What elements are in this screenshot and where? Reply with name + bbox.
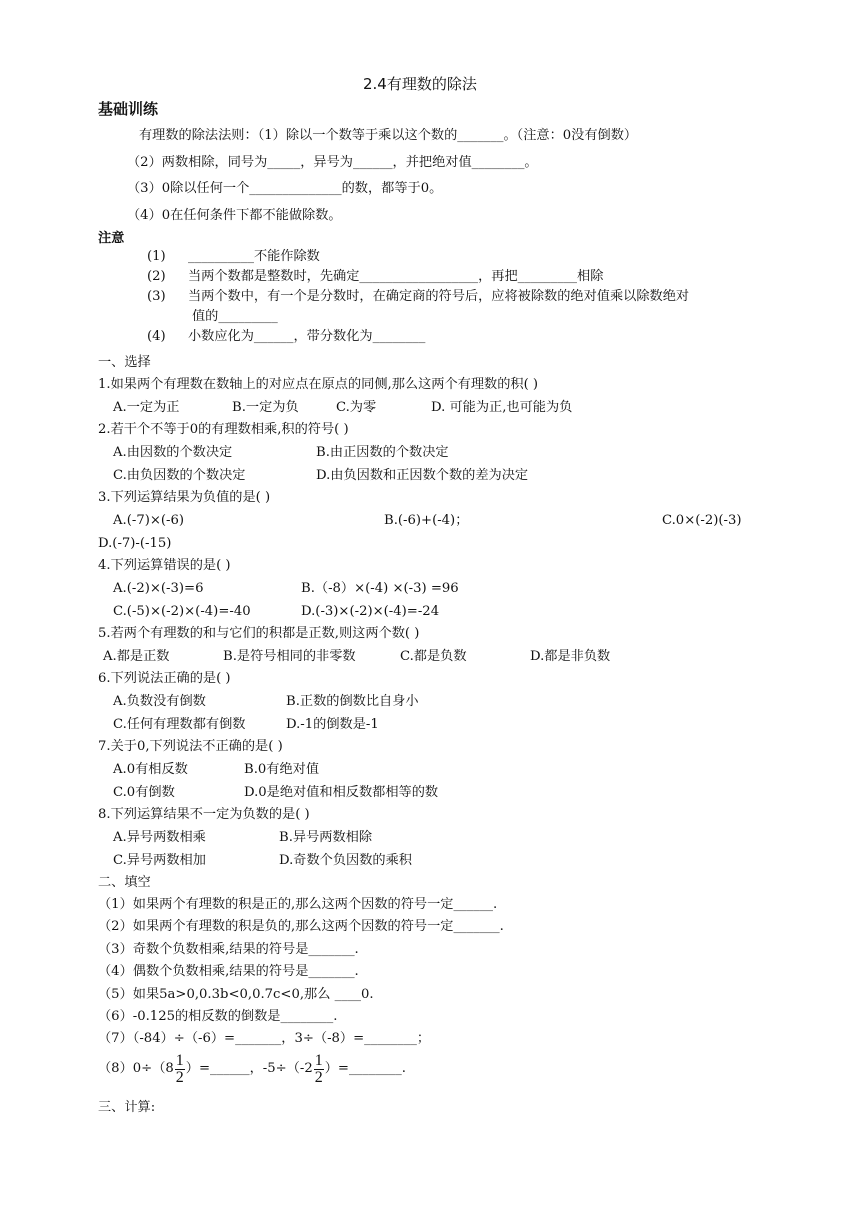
option-b: B.一定为负	[232, 400, 299, 415]
question-stem: 5.若两个有理数的和与它们的积都是正数,则这两个数( )	[98, 626, 420, 641]
fill-item: （2）如果两个有理数的积是负的,那么这两个因数的符号一定_______.	[98, 919, 504, 934]
fill-item: （1）如果两个有理数的积是正的,那么这两个因数的符号一定______.	[98, 897, 498, 912]
question-stem: 3.下列运算结果为负值的是( )	[98, 490, 271, 505]
note-num: (3)	[147, 289, 166, 304]
basic-heading: 基础训练	[98, 100, 159, 118]
note-item: 小数应化为______，带分数化为________	[188, 329, 426, 344]
note-item: 当两个数都是整数时，先确定__________________，再把_________相除	[188, 269, 604, 284]
fill-item-8-part1: （8）0÷（8	[98, 1061, 174, 1076]
option-c: C.由负因数的个数决定	[113, 468, 246, 483]
fill-item: （4）偶数个负数相乘,结果的符号是_______.	[98, 964, 359, 979]
option-c: C.任何有理数都有倒数	[113, 717, 246, 732]
option-b: B.（-8）×(-4) ×(-3) =96	[301, 581, 459, 596]
option-b: B.(-6)+(-4)；	[384, 513, 469, 528]
fraction-denominator: 2	[175, 1068, 184, 1086]
fill-item: （5）如果5a>0,0.3b<0,0.7c<0,那么 ____0.	[98, 987, 374, 1002]
option-a: A.负数没有倒数	[113, 694, 206, 709]
note-item-continued: 值的_________	[192, 309, 278, 324]
option-d: D.由负因数和正因数个数的差为决定	[316, 468, 529, 483]
question-stem: 4.下列运算错误的是( )	[98, 558, 231, 573]
option-c: C.为零	[336, 400, 377, 415]
fill-item-8	[98, 1048, 406, 1090]
option-c: C.0×(-2)(-3)	[662, 513, 742, 528]
option-b: B.0有绝对值	[244, 762, 320, 777]
option-b: B.由正因数的个数决定	[316, 445, 449, 460]
option-d: D.-1的倒数是-1	[286, 717, 379, 732]
note-num: (4)	[147, 329, 166, 344]
option-b: B.异号两数相除	[279, 830, 373, 845]
question-stem: 8.下列运算结果不一定为负数的是( )	[98, 807, 310, 822]
fraction-denominator: 2	[314, 1068, 323, 1086]
question-stem: 2.若干个不等于0的有理数相乘,积的符号( )	[98, 422, 349, 437]
option-a: A.都是正数	[103, 649, 170, 664]
section2-heading: 二、填空	[98, 875, 151, 890]
option-b: B.是符号相同的非零数	[223, 649, 356, 664]
option-a: A.一定为正	[113, 400, 180, 415]
note-item: __________不能作除数	[188, 249, 320, 264]
option-a: A.由因数的个数决定	[113, 445, 233, 460]
option-c: C.异号两数相加	[113, 853, 206, 868]
option-d: D.奇数个负因数的乘积	[279, 853, 412, 868]
note-item: 当两个数中，有一个是分数时，在确定商的符号后，应将被除数的绝对值乘以除数绝对	[188, 289, 690, 304]
note-num: (2)	[147, 269, 166, 284]
page-title: 2.4有理数的除法	[363, 75, 477, 93]
fill-item-8-part3: ）=________.	[324, 1061, 406, 1076]
question-stem: 1.如果两个有理数在数轴上的对应点在原点的同侧,那么这两个有理数的积( )	[98, 377, 539, 392]
option-d: D.都是非负数	[530, 649, 611, 664]
option-d: D. 可能为正,也可能为负	[431, 400, 573, 415]
fill-item: （3）奇数个负数相乘,结果的符号是_______.	[98, 942, 359, 957]
option-a: A.(-7)×(-6)	[113, 513, 185, 528]
rule-line-2: （2）两数相除，同号为_____，异号为______，并把绝对值________。	[127, 155, 538, 170]
fraction-one-half	[175, 1053, 185, 1086]
fraction-numerator: 1	[175, 1051, 184, 1069]
fraction-numerator: 1	[314, 1051, 323, 1069]
option-a: A.异号两数相乘	[113, 830, 206, 845]
option-d: D.0是绝对值和相反数都相等的数	[244, 785, 439, 800]
fill-item: （6）-0.125的相反数的倒数是________.	[98, 1009, 338, 1024]
option-c: C.0有倒数	[113, 785, 175, 800]
rule-line-4: （4）0在任何条件下都不能做除数。	[127, 208, 342, 223]
fill-item: （7）（-84）÷（-6）=_______，3÷（-8）=________；	[98, 1031, 431, 1046]
rule-line-3: （3）0除以任何一个______________的数，都等于0。	[127, 181, 443, 196]
option-a: A.0有相反数	[113, 762, 188, 777]
option-d: D.(-3)×(-2)×(-4)=-24	[301, 604, 440, 619]
fraction-one-half	[314, 1053, 324, 1086]
option-d: D.(-7)-(-15)	[98, 536, 172, 551]
fill-item-8-part2: ）=______，-5÷（-2	[185, 1061, 313, 1076]
option-b: B.正数的倒数比自身小	[286, 694, 419, 709]
note-num: (1)	[147, 249, 166, 264]
section3-heading: 三、计算:	[98, 1100, 156, 1115]
option-c: C.都是负数	[400, 649, 467, 664]
option-c: C.(-5)×(-2)×(-4)=-40	[113, 604, 251, 619]
option-a: A.(-2)×(-3)=6	[113, 581, 204, 596]
question-stem: 7.关于0,下列说法不正确的是( )	[98, 739, 283, 754]
section1-heading: 一、选择	[98, 355, 151, 370]
rule-line-1: 有理数的除法法则：（1）除以一个数等于乘以这个数的_______。（注意：0没有倒数）	[139, 128, 638, 143]
note-heading: 注意	[98, 231, 125, 246]
question-stem: 6.下列说法正确的是( )	[98, 671, 231, 686]
